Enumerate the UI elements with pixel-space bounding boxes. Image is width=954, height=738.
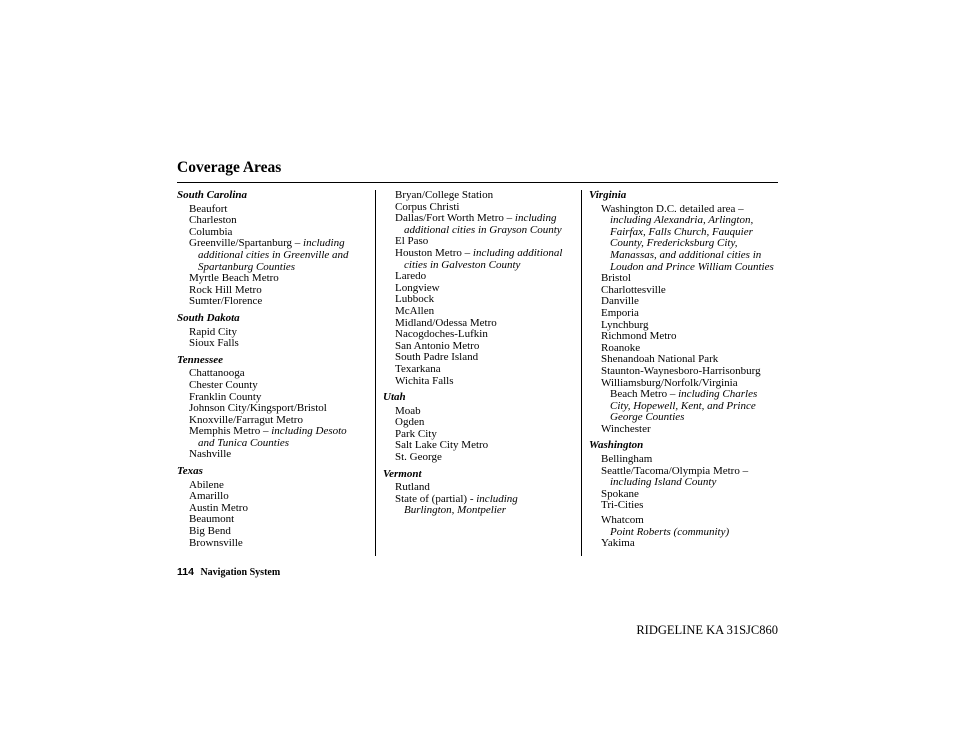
city-note-continued: Burlington, Montpelier — [404, 504, 507, 517]
city-note-continued: George Counties — [610, 411, 685, 424]
city-entry: Seattle/Tacoma/Olympia Metro – — [601, 464, 749, 477]
city-entry: Staunton-Waynesboro-Harrisonburg — [601, 364, 761, 377]
city-note-continued: Point Roberts (community) — [610, 525, 730, 538]
column-3 — [589, 190, 781, 550]
city-entry-continued — [589, 389, 781, 401]
city-name: Houston Metro — [395, 246, 462, 259]
city-note: – including — [506, 212, 557, 225]
city-entry: Laredo — [395, 270, 427, 283]
city-entry: McAllen — [395, 304, 435, 317]
state-heading-south-dakota: South Dakota — [177, 311, 240, 324]
city-note: – including additional — [464, 246, 563, 259]
city-entry: Longview — [395, 281, 440, 294]
city-entry: Lubbock — [395, 293, 435, 306]
city-entry: Bellingham — [601, 453, 653, 466]
city-entry: Knoxville/Farragut Metro — [189, 413, 303, 426]
city-entry: Sumter/Florence — [189, 295, 263, 308]
city-entry: Yakima — [601, 537, 635, 550]
city-entry: Myrtle Beach Metro — [189, 272, 279, 285]
city-entry: Ogden — [395, 416, 425, 429]
city-entry: Charlottesville — [601, 283, 666, 296]
column-divider-1 — [375, 190, 376, 556]
city-note-continued: cities in Galveston County — [404, 258, 521, 271]
city-name: Memphis Metro — [189, 425, 261, 438]
city-entry: Richmond Metro — [601, 330, 677, 343]
city-entry: St. George — [395, 451, 442, 464]
city-entry: Chattanooga — [189, 367, 245, 380]
city-entry: Park City — [395, 427, 437, 440]
city-entry: Charleston — [189, 214, 237, 227]
city-entry: San Antonio Metro — [395, 339, 480, 352]
city-entry: South Padre Island — [395, 351, 479, 364]
city-entry: Big Bend — [189, 525, 231, 538]
city-entry: Bryan/College Station — [395, 189, 494, 201]
city-entry: Salt Lake City Metro — [395, 439, 489, 452]
city-entry: Nacogdoches-Lufkin — [395, 328, 488, 341]
city-note-continued: additional cities in Grayson County — [404, 223, 562, 236]
city-entry: Rapid City — [189, 325, 237, 338]
city-entry: Williamsburg/Norfolk/Virginia — [601, 376, 738, 389]
model-code: RIDGELINE KA 31SJC860 — [636, 623, 778, 637]
city-entry: Franklin County — [189, 390, 262, 403]
city-entry: Tri-Cities — [601, 499, 644, 512]
state-heading-tennessee: Tennessee — [177, 353, 224, 366]
city-entry: Sioux Falls — [189, 337, 239, 350]
city-entry: Roanoke — [601, 341, 641, 354]
section-label: Navigation System — [200, 567, 281, 578]
city-note: – including Desoto — [262, 425, 347, 438]
city-note: – including Charles — [669, 388, 758, 401]
city-entry: Rock Hill Metro — [189, 283, 262, 296]
city-name: State of (partial) - — [395, 492, 474, 505]
city-entry: Midland/Odessa Metro — [395, 316, 497, 329]
city-entry: Beaumont — [189, 513, 235, 526]
title-rule — [177, 182, 778, 183]
city-note: including — [476, 492, 518, 505]
city-note-continued: Manassas, and additional cities in — [610, 248, 762, 261]
city-note-continued: County, Fredericksburg City, — [610, 237, 738, 250]
state-heading-utah: Utah — [383, 391, 406, 404]
state-heading-texas: Texas — [177, 465, 203, 478]
city-entry: Wichita Falls — [395, 374, 454, 387]
page-number: 114 — [177, 566, 194, 578]
city-entry: Whatcom — [601, 514, 644, 527]
city-note-continued: including Island County — [610, 476, 717, 489]
city-note-continued: Spartanburg Counties — [198, 260, 296, 273]
city-entry: Washington D.C. detailed area – — [601, 202, 744, 215]
page-title: Coverage Areas — [177, 159, 282, 176]
city-entry: Chester County — [189, 378, 258, 391]
state-heading-virginia: Virginia — [589, 189, 627, 201]
city-note-continued: additional cities in Greenville and — [198, 248, 349, 261]
city-entry: Winchester — [601, 422, 651, 435]
city-entry: Moab — [395, 404, 421, 417]
state-heading-washington: Washington — [589, 439, 644, 452]
city-entry: Danville — [601, 295, 639, 308]
city-entry: Emporia — [601, 306, 639, 319]
city-note: – including — [294, 237, 345, 250]
state-heading-south-carolina: South Carolina — [177, 189, 248, 201]
page-footer — [177, 566, 280, 578]
city-entry: Texarkana — [395, 362, 441, 375]
city-note-continued: City, Hopewell, Kent, and Prince — [610, 399, 756, 412]
state-heading-vermont: Vermont — [383, 467, 422, 480]
city-entry: Beaufort — [189, 202, 228, 215]
city-entry: Austin Metro — [189, 501, 248, 514]
city-entry: El Paso — [395, 235, 429, 248]
city-entry: Nashville — [189, 448, 232, 461]
city-entry: Bristol — [601, 272, 631, 285]
column-2 — [383, 190, 575, 517]
city-entry: Johnson City/Kingsport/Bristol — [189, 402, 327, 415]
city-entry — [383, 248, 575, 260]
city-note-continued: Fairfax, Falls Church, Fauquier — [610, 225, 753, 238]
city-entry: Shenandoah National Park — [601, 353, 719, 366]
city-entry: Rutland — [395, 481, 430, 494]
city-entry: Amarillo — [189, 490, 229, 503]
city-entry: Brownsville — [189, 536, 243, 549]
city-name: Beach Metro — [610, 388, 668, 401]
city-name: Dallas/Fort Worth Metro — [395, 212, 504, 225]
city-entry: Lynchburg — [601, 318, 649, 331]
city-entry: Spokane — [601, 487, 639, 500]
city-note-continued: Loudon and Prince William Counties — [610, 260, 774, 273]
city-note-continued: including Alexandria, Arlington, — [610, 214, 754, 227]
city-entry: Abilene — [189, 478, 224, 491]
city-entry: Columbia — [189, 225, 233, 238]
column-divider-2 — [581, 190, 582, 556]
city-note-continued: and Tunica Counties — [198, 436, 290, 449]
city-entry: Corpus Christi — [395, 200, 460, 213]
column-1 — [177, 190, 369, 549]
city-name: Greenville/Spartanburg — [189, 237, 293, 250]
